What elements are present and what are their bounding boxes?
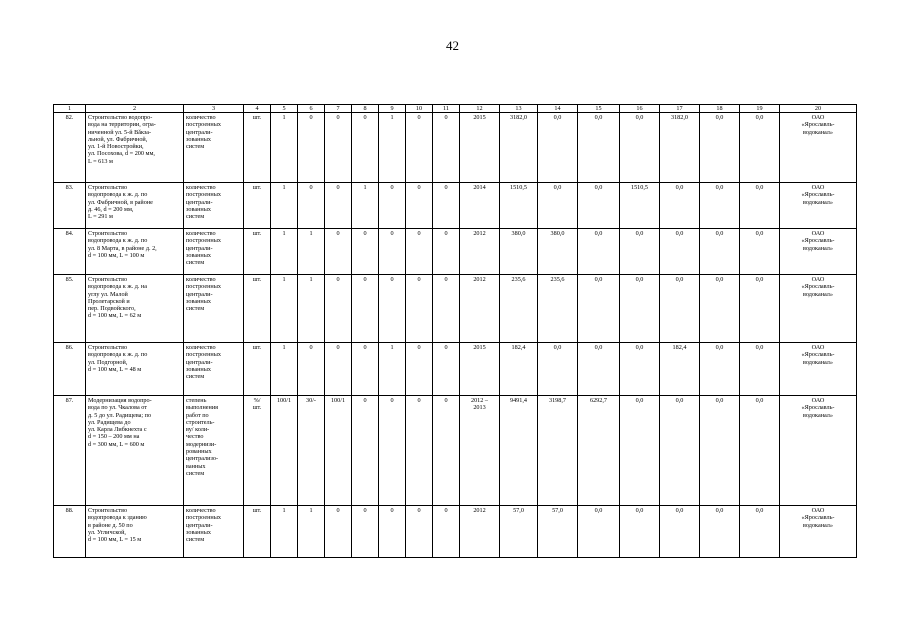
value-cell: 100/1 <box>271 396 298 506</box>
unit-cell: шт. <box>244 275 271 343</box>
organization-cell: ОАО «Ярославль- водоканал» <box>780 343 857 396</box>
row-number-cell: 88. <box>54 506 86 558</box>
header-cell: 1 <box>54 105 86 113</box>
amount-cell: 57,0 <box>538 506 578 558</box>
year-cell: 2015 <box>460 113 500 183</box>
value-cell: 1 <box>298 275 325 343</box>
page-number: 42 <box>446 38 459 53</box>
value-cell: 0 <box>406 113 433 183</box>
amount-cell: 3182,0 <box>500 113 538 183</box>
value-cell: 0 <box>352 396 379 506</box>
amount-cell: 0,0 <box>740 343 780 396</box>
value-cell: 0 <box>325 506 352 558</box>
amount-cell: 0,0 <box>700 275 740 343</box>
header-cell: 2 <box>86 105 184 113</box>
unit-cell: %/ шт. <box>244 396 271 506</box>
value-cell: 0 <box>433 275 460 343</box>
amount-cell: 0,0 <box>740 275 780 343</box>
amount-cell: 0,0 <box>578 113 620 183</box>
amount-cell: 0,0 <box>578 229 620 275</box>
organization-cell: ОАО «Ярославль- водоканал» <box>780 183 857 229</box>
amount-cell: 380,0 <box>500 229 538 275</box>
value-cell: 0 <box>298 343 325 396</box>
row-number-cell: 84. <box>54 229 86 275</box>
organization-cell: ОАО «Ярославль- водоканал» <box>780 229 857 275</box>
amount-cell: 3198,7 <box>538 396 578 506</box>
value-cell: 0 <box>433 183 460 229</box>
amount-cell: 0,0 <box>578 506 620 558</box>
value-cell: 0 <box>433 396 460 506</box>
amount-cell: 0,0 <box>740 396 780 506</box>
amount-cell: 0,0 <box>578 343 620 396</box>
amount-cell: 0,0 <box>700 113 740 183</box>
indicator-cell: количество построенных централи- зованных систем <box>184 113 244 183</box>
amount-cell: 235,6 <box>500 275 538 343</box>
value-cell: 1 <box>271 275 298 343</box>
value-cell: 0 <box>379 506 406 558</box>
amount-cell: 0,0 <box>700 396 740 506</box>
row-number-cell: 83. <box>54 183 86 229</box>
table-row <box>54 229 857 275</box>
amount-cell: 0,0 <box>740 183 780 229</box>
value-cell: 100/1 <box>325 396 352 506</box>
year-cell: 2012 <box>460 229 500 275</box>
amount-cell: 0,0 <box>700 343 740 396</box>
amount-cell: 380,0 <box>538 229 578 275</box>
amount-cell: 0,0 <box>740 229 780 275</box>
indicator-cell: количество построенных централи- зованных систем <box>184 275 244 343</box>
amount-cell: 0,0 <box>700 506 740 558</box>
amount-cell: 1510,5 <box>500 183 538 229</box>
value-cell: 1 <box>352 183 379 229</box>
value-cell: 0 <box>379 183 406 229</box>
amount-cell: 57,0 <box>500 506 538 558</box>
value-cell: 0 <box>298 183 325 229</box>
header-cell: 14 <box>538 105 578 113</box>
unit-cell: шт. <box>244 506 271 558</box>
header-cell: 6 <box>298 105 325 113</box>
amount-cell: 0,0 <box>620 113 660 183</box>
amount-cell: 0,0 <box>578 183 620 229</box>
row-number-cell: 86. <box>54 343 86 396</box>
row-number-cell: 87. <box>54 396 86 506</box>
unit-cell: шт. <box>244 229 271 275</box>
amount-cell: 0,0 <box>620 229 660 275</box>
value-cell: 0 <box>325 183 352 229</box>
header-cell: 13 <box>500 105 538 113</box>
value-cell: 0 <box>298 113 325 183</box>
value-cell: 0 <box>433 229 460 275</box>
value-cell: 0 <box>352 229 379 275</box>
value-cell: 0 <box>352 275 379 343</box>
value-cell: 0 <box>406 343 433 396</box>
year-cell: 2012 <box>460 275 500 343</box>
header-cell: 15 <box>578 105 620 113</box>
amount-cell: 1510,5 <box>620 183 660 229</box>
value-cell: 0 <box>406 506 433 558</box>
value-cell: 0 <box>406 183 433 229</box>
year-cell: 2012 – 2013 <box>460 396 500 506</box>
amount-cell: 0,0 <box>660 183 700 229</box>
value-cell: 0 <box>406 396 433 506</box>
year-cell: 2015 <box>460 343 500 396</box>
amount-cell: 0,0 <box>620 275 660 343</box>
value-cell: 0 <box>325 229 352 275</box>
value-cell: 0 <box>433 506 460 558</box>
value-cell: 0 <box>379 229 406 275</box>
value-cell: 0 <box>352 343 379 396</box>
indicator-cell: количество построенных централи- зованных систем <box>184 506 244 558</box>
value-cell: 1 <box>271 506 298 558</box>
organization-cell: ОАО «Ярославль- водоканал» <box>780 275 857 343</box>
amount-cell: 0,0 <box>578 275 620 343</box>
header-cell: 18 <box>700 105 740 113</box>
amount-cell: 0,0 <box>740 506 780 558</box>
amount-cell: 0,0 <box>660 229 700 275</box>
amount-cell: 0,0 <box>538 183 578 229</box>
organization-cell: ОАО «Ярославль- водоканал» <box>780 113 857 183</box>
item-name-cell: Строительство водопровода к зданию в районе д. 50 по ул. Угличской, d = 100 мм, L = 15 м <box>86 506 184 558</box>
header-cell: 8 <box>352 105 379 113</box>
amount-cell: 0,0 <box>620 506 660 558</box>
value-cell: 0 <box>406 275 433 343</box>
table-row <box>54 113 857 183</box>
value-cell: 0 <box>352 506 379 558</box>
value-cell: 1 <box>271 229 298 275</box>
value-cell: 1 <box>271 113 298 183</box>
value-cell: 1 <box>379 113 406 183</box>
value-cell: 1 <box>271 343 298 396</box>
value-cell: 0 <box>379 275 406 343</box>
value-cell: 1 <box>298 229 325 275</box>
value-cell: 0 <box>325 275 352 343</box>
header-cell: 12 <box>460 105 500 113</box>
indicator-cell: количество построенных централи- зованных систем <box>184 229 244 275</box>
amount-cell: 0,0 <box>538 343 578 396</box>
unit-cell: шт. <box>244 183 271 229</box>
item-name-cell: Строительство водопровода к ж. д. на углу ул. Малой Пролетарской и пер. Подвойского, d = 100 мм, L = 62 м <box>86 275 184 343</box>
amount-cell: 0,0 <box>660 506 700 558</box>
table-row <box>54 183 857 229</box>
item-name-cell: Строительство водопровода к ж. д. по ул. Подгорной, d = 100 мм, L = 48 м <box>86 343 184 396</box>
amount-cell: 0,0 <box>660 275 700 343</box>
amount-cell: 0,0 <box>700 229 740 275</box>
item-name-cell: Строительство водопро- вода на территории, огра- ниченной ул. 5-й Băкза- льной, ул. Фабричной, ул. 1-й Новостройки, ул. Посохова, d = 200 мм, L = 613 м <box>86 113 184 183</box>
indicator-cell: количество построенных централи- зованных систем <box>184 183 244 229</box>
value-cell: 0 <box>325 343 352 396</box>
unit-cell: шт. <box>244 113 271 183</box>
value-cell: 0 <box>325 113 352 183</box>
table-row <box>54 275 857 343</box>
value-cell: 30/- <box>298 396 325 506</box>
indicator-cell: степень выполнения работ по строитель- ву/ коли- чество модернизи- рованных централизо- ванных систем <box>184 396 244 506</box>
year-cell: 2014 <box>460 183 500 229</box>
year-cell: 2012 <box>460 506 500 558</box>
header-cell: 17 <box>660 105 700 113</box>
value-cell: 0 <box>352 113 379 183</box>
item-name-cell: Модернизация водопро- вода по ул. Чкалова от д. 5 до ул. Радищева; по ул. Радищева до ул. Карла Либкнехта с d = 150 – 200 мм на d = 300 мм, L = 600 м <box>86 396 184 506</box>
amount-cell: 0,0 <box>700 183 740 229</box>
amount-cell: 9491,4 <box>500 396 538 506</box>
value-cell: 1 <box>379 343 406 396</box>
amount-cell: 235,6 <box>538 275 578 343</box>
unit-cell: шт. <box>244 343 271 396</box>
table-row <box>54 506 857 558</box>
table-row <box>54 396 857 506</box>
value-cell: 0 <box>406 229 433 275</box>
row-number-cell: 82. <box>54 113 86 183</box>
value-cell: 1 <box>298 506 325 558</box>
row-number-cell: 85. <box>54 275 86 343</box>
amount-cell: 182,4 <box>500 343 538 396</box>
data-table <box>53 104 857 558</box>
indicator-cell: количество построенных централи- зованных систем <box>184 343 244 396</box>
header-cell: 11 <box>433 105 460 113</box>
value-cell: 0 <box>433 113 460 183</box>
amount-cell: 0,0 <box>740 113 780 183</box>
value-cell: 1 <box>271 183 298 229</box>
item-name-cell: Строительство водопровода к ж. д. по ул. Фабричной, в районе д. 46, d = 200 мм, L = 291 м <box>86 183 184 229</box>
header-cell: 5 <box>271 105 298 113</box>
organization-cell: ОАО «Ярославль- водоканал» <box>780 396 857 506</box>
amount-cell: 0,0 <box>660 396 700 506</box>
header-cell: 16 <box>620 105 660 113</box>
amount-cell: 0,0 <box>538 113 578 183</box>
header-cell: 7 <box>325 105 352 113</box>
amount-cell: 182,4 <box>660 343 700 396</box>
table-row <box>54 343 857 396</box>
amount-cell: 0,0 <box>620 343 660 396</box>
amount-cell: 3182,0 <box>660 113 700 183</box>
header-cell: 10 <box>406 105 433 113</box>
header-cell: 9 <box>379 105 406 113</box>
header-cell: 4 <box>244 105 271 113</box>
value-cell: 0 <box>433 343 460 396</box>
organization-cell: ОАО «Ярославль- водоканал» <box>780 506 857 558</box>
amount-cell: 0,0 <box>620 396 660 506</box>
header-cell: 20 <box>780 105 857 113</box>
header-cell: 3 <box>184 105 244 113</box>
item-name-cell: Строительство водопровода к ж. д. по ул. 8 Марта, в районе д. 2, d = 100 мм, L = 100 м <box>86 229 184 275</box>
header-cell: 19 <box>740 105 780 113</box>
header-row <box>54 105 857 113</box>
value-cell: 0 <box>379 396 406 506</box>
amount-cell: 6292,7 <box>578 396 620 506</box>
